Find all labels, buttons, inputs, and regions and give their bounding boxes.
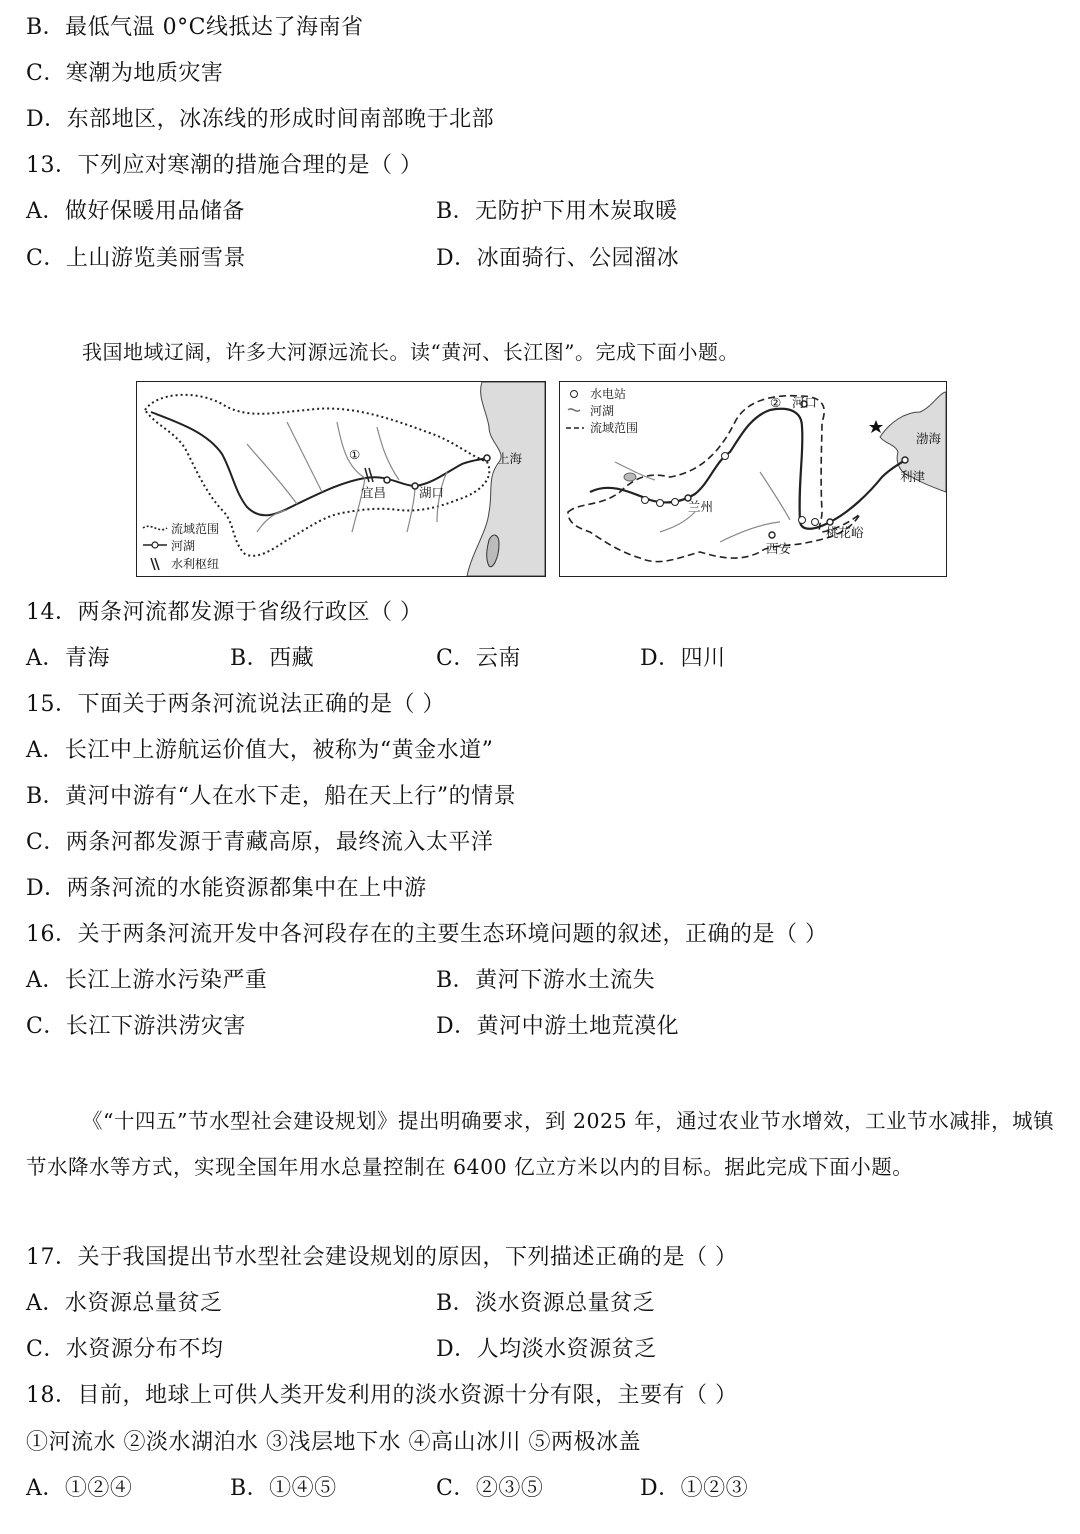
yangtze-label-shanghai: 上海 xyxy=(497,451,523,466)
yellow-label-bohai: 渤海 xyxy=(916,431,942,446)
q15-stem: 15．下面关于两条河流说法正确的是（ ） xyxy=(26,692,445,717)
q13-option-b: B．无防护下用木炭取暖 xyxy=(436,199,678,224)
q12-option-d: D．东部地区，冰冻线的形成时间南部晚于北部 xyxy=(26,107,495,132)
q18-option-a: A．①②④ xyxy=(26,1476,133,1501)
yellow-label-xian: 西安 xyxy=(766,541,792,556)
q18-option-c: C．②③⑤ xyxy=(436,1476,544,1501)
yangtze-label-hukou: 湖口 xyxy=(419,485,445,500)
q17-option-d: D．人均淡水资源贫乏 xyxy=(436,1337,657,1362)
q12-option-b: B．最低气温 0°C线抵达了海南省 xyxy=(26,15,364,40)
q14-option-c: C．云南 xyxy=(436,646,521,671)
yellow-label-lijin: 利津 xyxy=(900,469,926,484)
yellow-legend-basin: 流域范围 xyxy=(590,421,639,435)
q17-stem: 17．关于我国提出节水型社会建设规划的原因，下列描述正确的是（ ） xyxy=(26,1245,738,1270)
yellow-label-taohuayu: 桃花峪 xyxy=(826,525,864,540)
rivers-intro: 我国地域辽阔，许多大河源远流长。读“黄河、长江图”。完成下面小题。 xyxy=(82,340,739,364)
q18-option-b: B．①④⑤ xyxy=(230,1476,337,1501)
q16-option-d: D．黄河中游土地荒漠化 xyxy=(436,1014,680,1039)
q18-option-d: D．①②③ xyxy=(640,1476,749,1501)
yellow-legend-river: 河湖 xyxy=(590,404,615,418)
yangtze-map-drawing xyxy=(137,382,545,576)
q15-option-b: B．黄河中游有“人在水下走，船在天上行”的情景 xyxy=(26,784,517,809)
yangtze-legend-dam: 水利枢纽 xyxy=(171,557,220,571)
q14-option-a: A．青海 xyxy=(26,646,110,671)
q16-option-c: C．长江下游洪涝灾害 xyxy=(26,1014,246,1039)
q14-option-b: B．西藏 xyxy=(230,646,315,671)
q13-option-d: D．冰面骑行、公园溜冰 xyxy=(436,246,680,271)
q17-option-a: A．水资源总量贫乏 xyxy=(26,1291,223,1316)
yellow-label-num2: ② xyxy=(770,395,782,410)
q14-stem: 14．两条河流都发源于省级行政区（ ） xyxy=(26,600,423,625)
yellow-legend-hydro: 水电站 xyxy=(590,387,627,401)
yellow-label-lanzhou: 兰州 xyxy=(688,499,714,514)
q15-option-a: A．长江中上游航运价值大，被称为“黄金水道” xyxy=(26,738,494,763)
q14-option-d: D．四川 xyxy=(640,646,726,671)
yellow-river-map-drawing xyxy=(560,382,946,576)
q15-option-c: C．两条河都发源于青藏高原，最终流入太平洋 xyxy=(26,830,494,855)
yellow-label-hekou: 河口 xyxy=(792,395,818,410)
q18-stem: 18．目前，地球上可供人类开发利用的淡水资源十分有限，主要有（ ） xyxy=(26,1383,738,1408)
q17-option-b: B．淡水资源总量贫乏 xyxy=(436,1291,656,1316)
yangtze-map xyxy=(136,381,546,577)
q15-option-d: D．两条河流的水能资源都集中在上中游 xyxy=(26,876,427,901)
q16-stem: 16．关于两条河流开发中各河段存在的主要生态环境问题的叙述，正确的是（ ） xyxy=(26,922,828,947)
q13-option-a: A．做好保暖用品储备 xyxy=(26,199,245,224)
yangtze-label-num1: ① xyxy=(349,447,361,462)
yangtze-label-yichang: 宜昌 xyxy=(361,485,387,500)
q16-option-b: B．黄河下游水土流失 xyxy=(436,968,656,993)
q16-option-a: A．长江上游水污染严重 xyxy=(26,968,268,993)
q18-items: ①河流水 ②淡水湖泊水 ③浅层地下水 ④高山冰川 ⑤两极冰盖 xyxy=(26,1430,641,1455)
q12-option-c: C．寒潮为地质灾害 xyxy=(26,61,224,86)
q13-stem: 13．下列应对寒潮的措施合理的是（ ） xyxy=(26,153,423,178)
water-passage: 《“十四五”节水型社会建设规划》提出明确要求，到 2025 年，通过农业节水增效，工业节水减排，城镇节水降水等方式，实现全国年用水总量控制在 6400 亿立方米以内的目标。据此完成下面小题。 xyxy=(26,1109,1055,1179)
yangtze-legend-basin: 流域范围 xyxy=(171,522,220,536)
yellow-river-map xyxy=(559,381,947,577)
yangtze-legend-river: 河湖 xyxy=(171,539,196,553)
q13-option-c: C．上山游览美丽雪景 xyxy=(26,246,246,271)
q17-option-c: C．水资源分布不均 xyxy=(26,1337,224,1362)
